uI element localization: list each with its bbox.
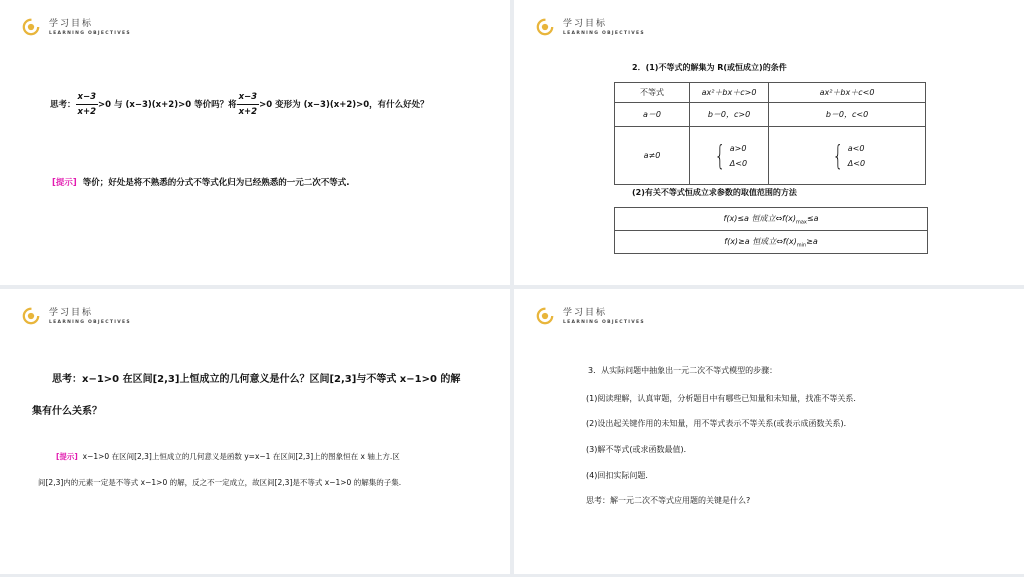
- hint-text: 等价；好处是将不熟悉的分式不等式化归为已经熟悉的一元二次不等式.: [82, 178, 350, 188]
- condition-heading: 2．(1)不等式的解集为 R(或恒成立)的条件: [632, 63, 787, 72]
- question-part-b: >0 变形为 (x−3)(x+2)>0，有什么好处？: [259, 100, 429, 110]
- condition-table: [614, 82, 926, 185]
- hint-line-1: [56, 451, 400, 462]
- left-brace: {: [714, 138, 726, 172]
- slide-1: [0, 0, 510, 285]
- logo-icon: [536, 307, 554, 325]
- question-line-2: 集有什么关系？: [32, 406, 102, 417]
- logo-icon: [536, 18, 554, 36]
- header-title: 学习目标: [49, 19, 94, 29]
- method-table: [614, 207, 928, 254]
- table-cell: ax²＋bx＋c<0: [769, 83, 926, 103]
- table-cell: a＝0: [615, 103, 690, 127]
- brace-system: [829, 138, 866, 172]
- table-cell: [769, 127, 926, 185]
- table-cell: [690, 127, 769, 185]
- system-line: Δ<0: [847, 158, 866, 168]
- system-line: Δ<0: [729, 158, 748, 168]
- header-subtitle: LEARNING OBJECTIVES: [563, 320, 645, 325]
- table-row: [615, 103, 926, 127]
- question-part-a: >0 与 (x−3)(x+2)>0 等价吗？将: [98, 100, 237, 110]
- header-subtitle: LEARNING OBJECTIVES: [49, 320, 131, 325]
- step-4: (4)回扣实际问题．: [586, 471, 654, 480]
- table-row: [615, 127, 926, 185]
- hint-label: [提示]: [52, 178, 77, 188]
- slide-2: [514, 0, 1024, 285]
- think-question: [50, 90, 429, 119]
- slide-3: [0, 289, 510, 574]
- logo-icon: [22, 18, 40, 36]
- method-heading: (2)有关不等式恒成立求参数的取值范围的方法: [632, 188, 797, 197]
- question-line-1: 思考：x−1>0 在区间[2,3]上恒成立的几何意义是什么？区间[2,3]与不等式 x−1>0 的解: [52, 374, 461, 385]
- think-question: 思考：解一元二次不等式应用题的关键是什么?: [586, 496, 751, 505]
- header-subtitle: LEARNING OBJECTIVES: [563, 31, 645, 36]
- fraction-1: $\frac{x-3}{x+2}$: [77, 92, 97, 117]
- step-heading: 3．从实际问题中抽象出一元二次不等式模型的步骤：: [588, 366, 778, 375]
- hint-block: [52, 176, 349, 188]
- hint-line-2: 间[2,3]内的元素一定是不等式 x−1>0 的解，反之不一定成立，故区间[2,3]是不等式 x−1>0 的解集的子集.: [38, 478, 402, 487]
- slide-4: [514, 289, 1024, 574]
- table-cell: b＝0，c>0: [690, 103, 769, 127]
- hint-text: x−1>0 在区间[2,3]上恒成立的几何意义是函数 y=x−1 在区间[2,3]上的图象恒在 x 轴上方.区: [82, 452, 400, 461]
- think-label: 思考：: [50, 100, 76, 110]
- table-cell: ax²＋bx＋c>0: [690, 83, 769, 103]
- table-cell: f(x)≤a 恒成立$\Leftrightarrow f(x)_{max}\le a$: [615, 208, 928, 231]
- system-line: a<0: [847, 143, 865, 153]
- header-title: 学习目标: [563, 19, 608, 29]
- table-cell: f(x)≥a 恒成立$\Leftrightarrow f(x)_{min}\ge a$: [615, 231, 928, 254]
- table-cell: a≠0: [615, 127, 690, 185]
- table-cell: b＝0，c<0: [769, 103, 926, 127]
- table-cell: 不等式: [615, 83, 690, 103]
- step-1: (1)阅读理解，认真审题，分析题目中有哪些已知量和未知量，找准不等关系．: [586, 394, 862, 403]
- logo-icon: [22, 307, 40, 325]
- left-brace: {: [832, 138, 844, 172]
- step-2: (2)设出起关键作用的未知量，用不等式表示不等关系(或表示成函数关系)．: [586, 419, 852, 428]
- header-subtitle: LEARNING OBJECTIVES: [49, 31, 131, 36]
- header-title: 学习目标: [49, 308, 94, 318]
- system-line: a>0: [729, 143, 747, 153]
- brace-system: [711, 138, 748, 172]
- fraction-2: $\frac{x-3}{x+2}$: [238, 92, 258, 117]
- step-3: (3)解不等式(或求函数最值)．: [586, 445, 692, 454]
- table-row: [615, 208, 928, 231]
- table-row: [615, 231, 928, 254]
- header-title: 学习目标: [563, 308, 608, 318]
- hint-label: [提示]: [56, 452, 78, 461]
- table-header-row: [615, 83, 926, 103]
